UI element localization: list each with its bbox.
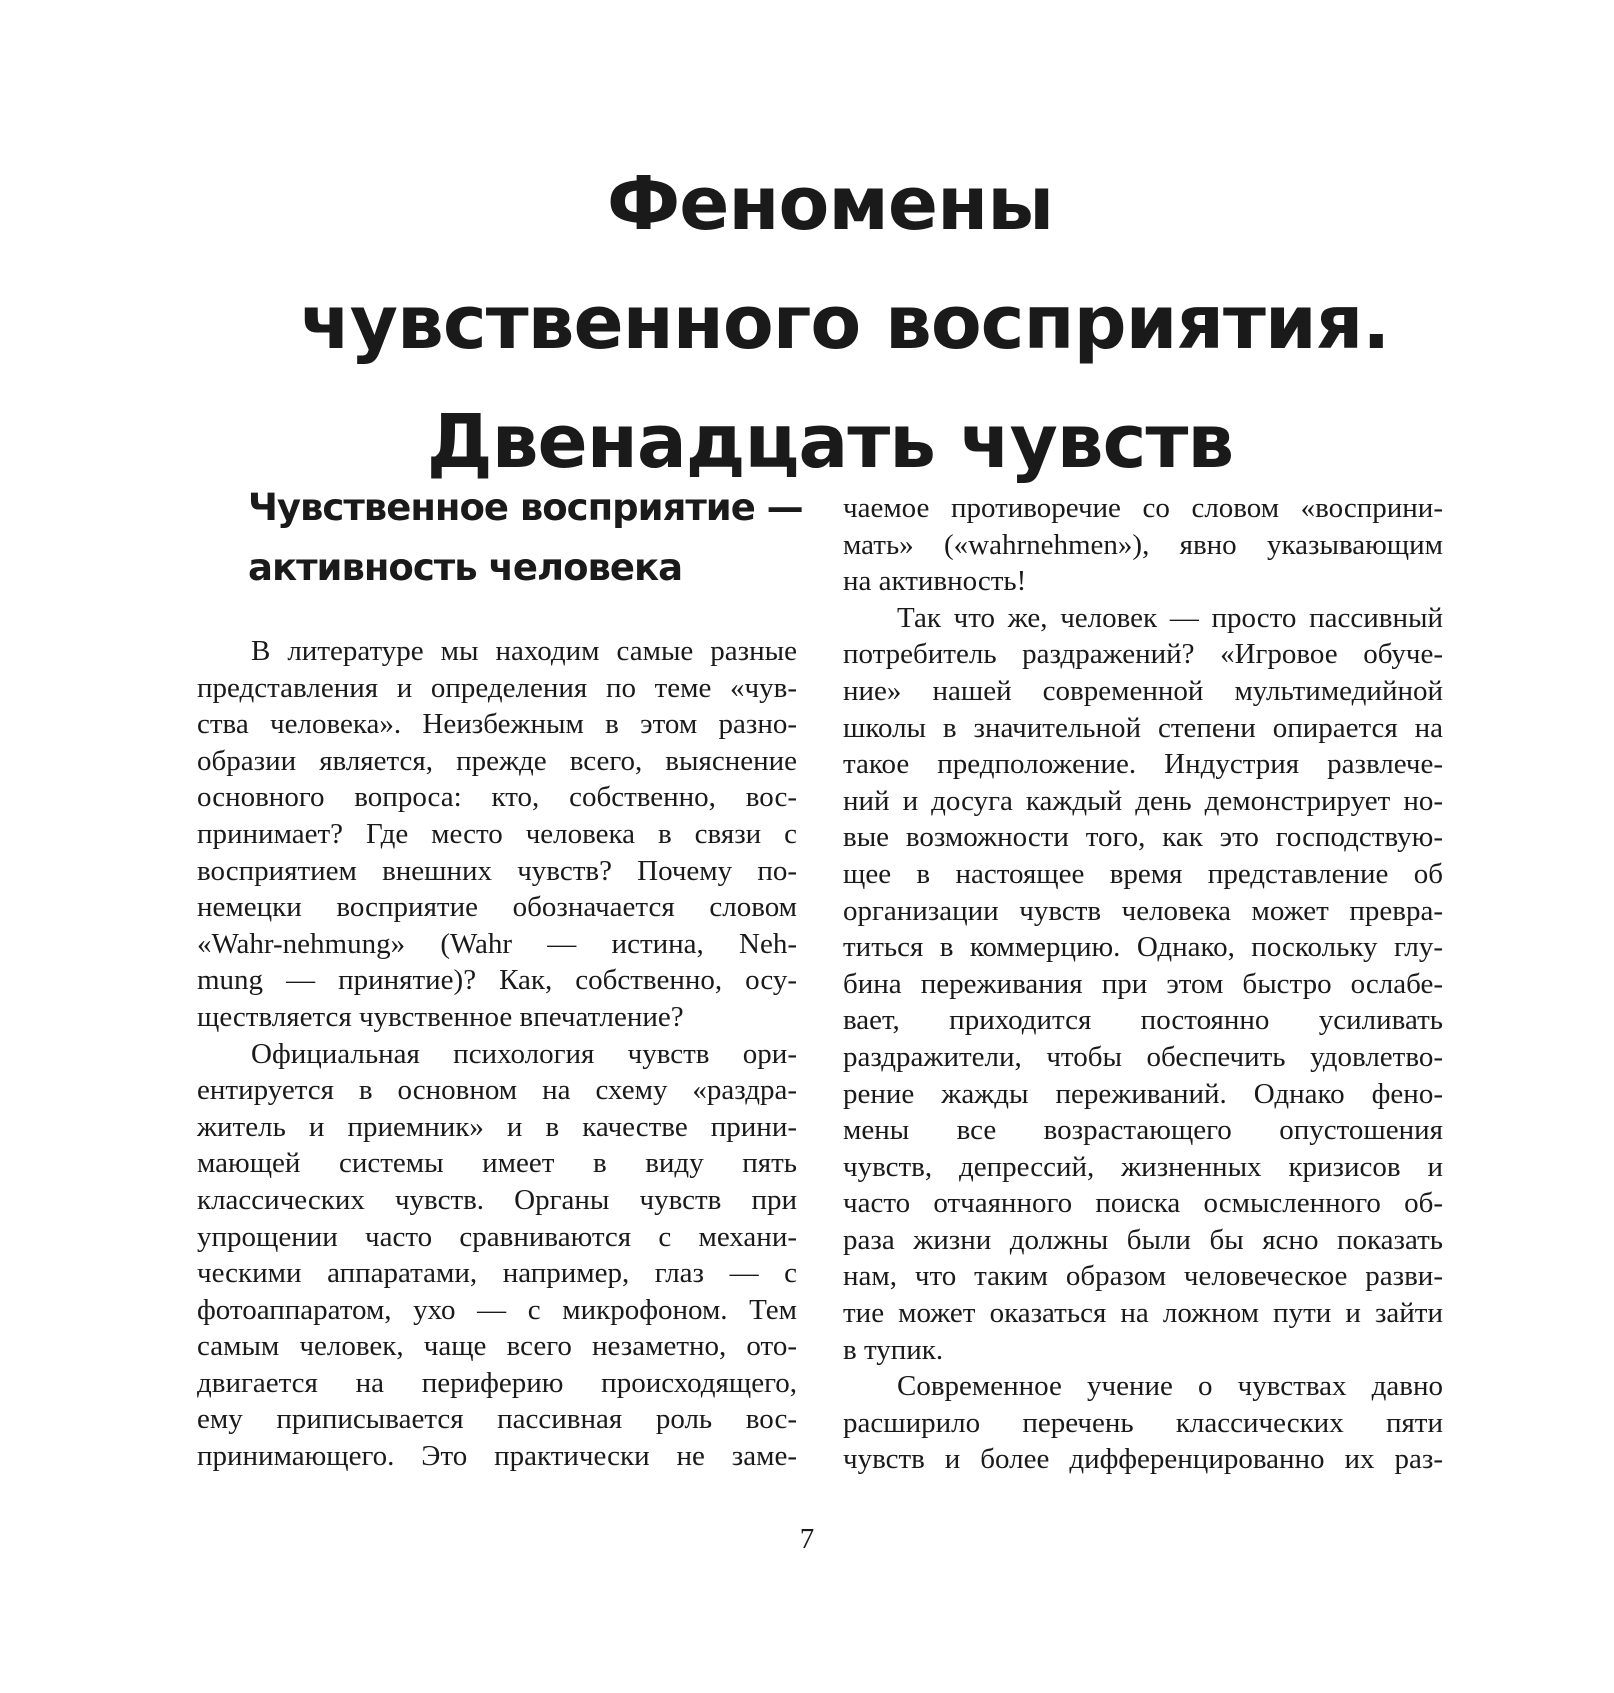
text-line: бина переживания при этом быстро ослабе- — [843, 967, 1443, 1000]
text-line: «Wahr-nehmung» (Wahr — истина, Neh- — [197, 927, 797, 960]
text-line: нам, что таким образом человеческое разви- — [843, 1260, 1443, 1293]
text-line: принимает? Где место человека в связи с — [197, 817, 797, 850]
text-line: Так что же, человек — просто пассивный — [897, 601, 1443, 634]
paragraph — [197, 1036, 797, 1475]
text-line: тие может оказаться на ложном пути и зайти — [843, 1297, 1443, 1330]
text-line: восприятием внешних чувств? Почему по- — [197, 854, 797, 887]
text-line: Официальная психология чувств ори- — [251, 1037, 797, 1070]
text-line: в тупик. — [843, 1333, 944, 1366]
text-line: школы в значительной степени опирается на — [843, 711, 1443, 744]
text-line: самым человек, чаще всего незаметно, ото- — [197, 1330, 797, 1363]
right-column — [843, 490, 1443, 1478]
text-line: фотоаппаратом, ухо — с микрофоном. Тем — [197, 1293, 797, 1326]
text-line: немецки восприятие обозначается словом — [197, 891, 797, 924]
text-line: упрощении часто сравниваются с механи- — [197, 1220, 797, 1253]
text-line: ние» нашей современной мультимедийной — [843, 674, 1443, 707]
text-line: вые возможности того, как это господствую- — [843, 821, 1443, 854]
text-line: чувств, депрессий, жизненных кризисов и — [843, 1150, 1443, 1183]
left-column — [197, 633, 797, 1475]
chapter-title-line: чувственного восприятия. — [300, 280, 1390, 366]
text-line: титься в коммерцию. Однако, поскольку глу- — [843, 931, 1443, 964]
text-line: чувств и более дифференцированно их раз- — [843, 1443, 1443, 1476]
section-heading — [248, 478, 828, 598]
text-line: mung — принятие)? Как, собственно, осу- — [197, 964, 797, 997]
chapter-title — [300, 145, 1390, 502]
section-heading-line: активность человека — [248, 546, 683, 589]
text-line: классических чувств. Органы чувств при — [197, 1183, 797, 1216]
text-line: мающей системы имеет в виду пять — [197, 1147, 797, 1180]
chapter-title-line: Феномены — [606, 161, 1054, 247]
text-line: ческими аппаратами, например, глаз — с — [197, 1257, 797, 1290]
text-line: ществляется чувственное впечатление? — [197, 1000, 684, 1033]
text-line: ему приписывается пассивная роль вос- — [197, 1403, 797, 1436]
text-line: мать» («wahrnehmen»), явно указывающим — [843, 528, 1443, 561]
text-line: на активность! — [843, 565, 1027, 598]
text-line: организации чувств человека может превра- — [843, 894, 1443, 927]
text-line: В литературе мы находим самые разные — [251, 635, 797, 667]
section-heading-line: Чувственное восприятие — — [248, 486, 803, 529]
text-line: ства человека». Неизбежным в этом разно- — [197, 708, 797, 741]
text-line: раздражители, чтобы обеспечить удовлетво- — [843, 1040, 1443, 1073]
text-line: вает, приходится постоянно усиливать — [843, 1004, 1443, 1037]
text-line: образии является, прежде всего, выяснение — [197, 744, 797, 777]
text-line: рение жажды переживаний. Однако фено- — [843, 1077, 1443, 1110]
text-line: принимающего. Это практически не заме- — [197, 1440, 797, 1473]
text-line: ний и досуга каждый день демонстрирует но- — [843, 784, 1443, 817]
text-line: основного вопроса: кто, собственно, вос- — [197, 781, 797, 814]
chapter-title-line: Двенадцать чувств — [426, 399, 1234, 485]
text-line: щее в настоящее время представление об — [843, 857, 1443, 890]
paragraph — [843, 600, 1443, 1368]
text-line: житель и приемник» и в качестве прини- — [197, 1110, 797, 1143]
paragraph — [843, 1368, 1443, 1478]
text-line: представления и определения по теме «чув- — [197, 671, 797, 704]
text-line: часто отчаянного поиска осмысленного об- — [843, 1187, 1443, 1220]
text-line: двигается на периферию происходящего, — [197, 1366, 797, 1399]
text-line: чаемое противоречие со словом «восприни- — [843, 492, 1443, 524]
text-line: потребитель раздражений? «Игровое обуче- — [843, 638, 1443, 671]
text-line: ентируется в основном на схему «раздра- — [197, 1074, 797, 1107]
text-line: мены все возрастающего опустошения — [843, 1114, 1443, 1147]
text-line: такое предположение. Индустрия развлече- — [843, 748, 1443, 781]
text-line: расширило перечень классических пяти — [843, 1406, 1443, 1439]
paragraph — [843, 490, 1443, 600]
paragraph — [197, 633, 797, 1036]
text-line: Современное учение о чувствах давно — [897, 1370, 1443, 1403]
text-line: раза жизни должны были бы ясно показать — [843, 1223, 1443, 1256]
page-number: 7 — [799, 1523, 815, 1555]
